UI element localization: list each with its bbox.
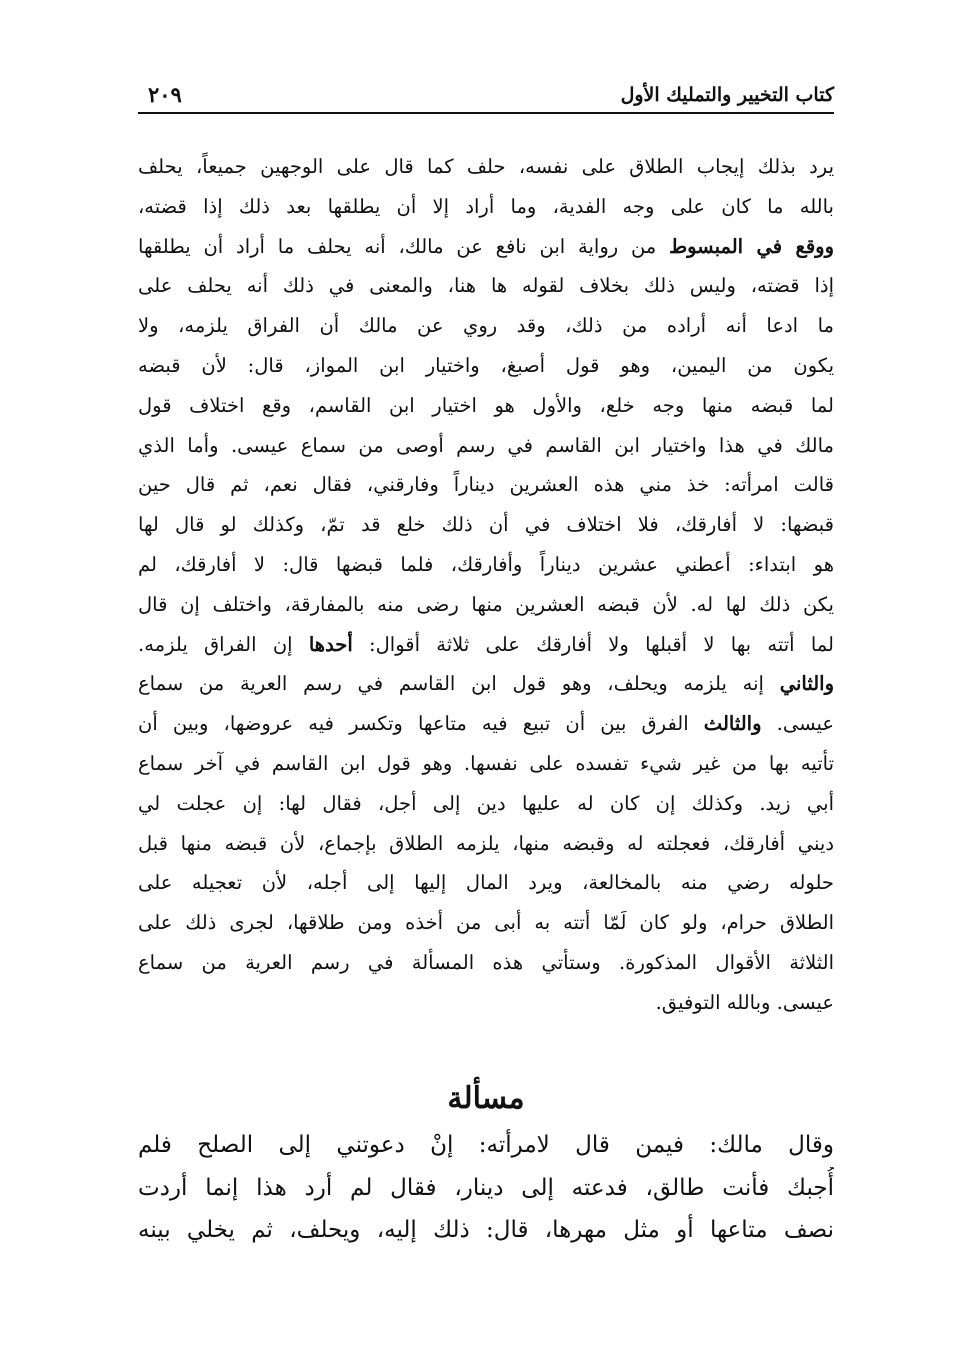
text-line-10: قبضها: لا أفارقك، فلا اختلاف في أن ذلك خلع قد تمّ، وكذلك لو قال لها [138, 513, 834, 537]
text-line-18: ديني أفارقك، فعجلته له وقبضه منها، يلزمه الطلاق بإجماع، لأن قبضه منها قبل [138, 831, 834, 855]
text-line-13 [138, 625, 834, 665]
text-line-19: حلوله رضي منه بالمخالعة، ويرد المال إليها إلى أجله، لأن تعجيله على [138, 871, 834, 895]
page-header [138, 78, 834, 114]
section-line-1: وقال مالك: فيمن قال لامرأته: إنْ دعوتني إلى الصلح فلم [138, 1132, 834, 1158]
text-line-11: هو ابتداء: أعطني عشرين ديناراً وأفارقك، فلما قبضها قال: لا أفارقك، لم [138, 552, 834, 576]
section-heading: مسألة [447, 1081, 525, 1116]
opinion-third-label: والثالث [703, 712, 762, 736]
mabsut-reference: ووقع في المبسوط [669, 234, 834, 258]
opinion-first-label: أحدها [308, 632, 353, 656]
text-line-17: أبي زيد. وكذلك إن كان له عليها دين إلى أجل، فقال لها: إن عجلت لي [138, 791, 834, 815]
text-line-12: يكن ذلك لها له. لأن قبضه العشرين منها رضى منه بالمفارقة، واختلف إن قال [138, 592, 834, 616]
text-line-7: لما قبضه منها وجه خلع، والأول هو اختيار ابن القاسم، وقع اختلاف قول [138, 393, 834, 417]
running-title: كتاب التخيير والتمليك الأول [620, 84, 834, 106]
text-line-3 [138, 227, 834, 267]
text-line-3-rest: من رواية ابن نافع عن مالك، أنه يحلف ما أراد أن يطلقها [138, 234, 670, 258]
text-line-9: قالت امرأته: خذ مني هذه العشرين ديناراً وفارقني، فقال نعم، ثم قال حين [138, 473, 834, 497]
text-line-4: إذا قضته، وليس ذلك بخلاف لقوله ها هنا، والمعنى في ذلك أنه يحلف على [138, 274, 834, 298]
main-text-block [138, 147, 834, 1023]
section-text-block [138, 1124, 834, 1252]
text-line-22: عيسى. وبالله التوفيق. [655, 990, 834, 1014]
text-line-15-rest: الفرق بين أن تبيع فيه متاعها وتكسر فيه عروضها، وبين أن [138, 712, 704, 736]
text-line-15 [138, 704, 834, 744]
text-line-6: يكون من اليمين، وهو قول أصبغ، واختيار ابن المواز، قال: لأن قبضه [138, 353, 834, 377]
text-line-13-start: لما أتته بها لا أقبلها ولا أفارقك على ثلاثة أقوال: [352, 632, 834, 656]
text-line-2: بالله ما كان على وجه الفدية، وما أراد إلا أن يطلقها بعد ذلك إذا قضته، [138, 194, 834, 218]
text-line-16: تأتيه بها من غير شيء تفسده على نفسها. وهو قول ابن القاسم في آخر سماع [138, 751, 834, 775]
text-line-14-rest: إنه يلزمه ويحلف، وهو قول ابن القاسم في رسم العرية من سماع [138, 672, 780, 696]
text-line-21: الثلاثة الأقوال المذكورة. وستأتي هذه المسألة في رسم العرية من سماع [138, 950, 834, 974]
text-line-15-start: عيسى. [761, 712, 834, 736]
section-line-3: نصف متاعها أو مثل مهرها، قال: ذلك إليه، ويحلف، ثم يخلي بينه [138, 1217, 834, 1243]
text-line-14 [138, 664, 834, 704]
text-line-1: يرد بذلك إيجاب الطلاق على نفسه، حلف كما قال على الوجهين جميعاً، يحلف [138, 155, 834, 178]
text-line-20: الطلاق حرام، ولو كان لَمّا أتته به أبى من أخذه ومن طلاقها، لجرى ذلك على [138, 911, 834, 935]
text-line-13-end: إن الفراق يلزمه. [138, 632, 309, 656]
page-number: ٢٠٩ [148, 82, 182, 107]
text-line-5: ما ادعا أنه أراده من ذلك، وقد روي عن مالك أن الفراق يلزمه، ولا [138, 314, 834, 338]
text-line-8: مالك في هذا واختيار ابن القاسم في رسم أوصى من سماع عيسى. وأما الذي [138, 433, 834, 457]
opinion-second-label: والثاني [779, 672, 834, 696]
section-line-2: أُجبك فأنت طالق، فدعته إلى دينار، فقال لم أرد هذا إنما أردت [138, 1174, 834, 1201]
